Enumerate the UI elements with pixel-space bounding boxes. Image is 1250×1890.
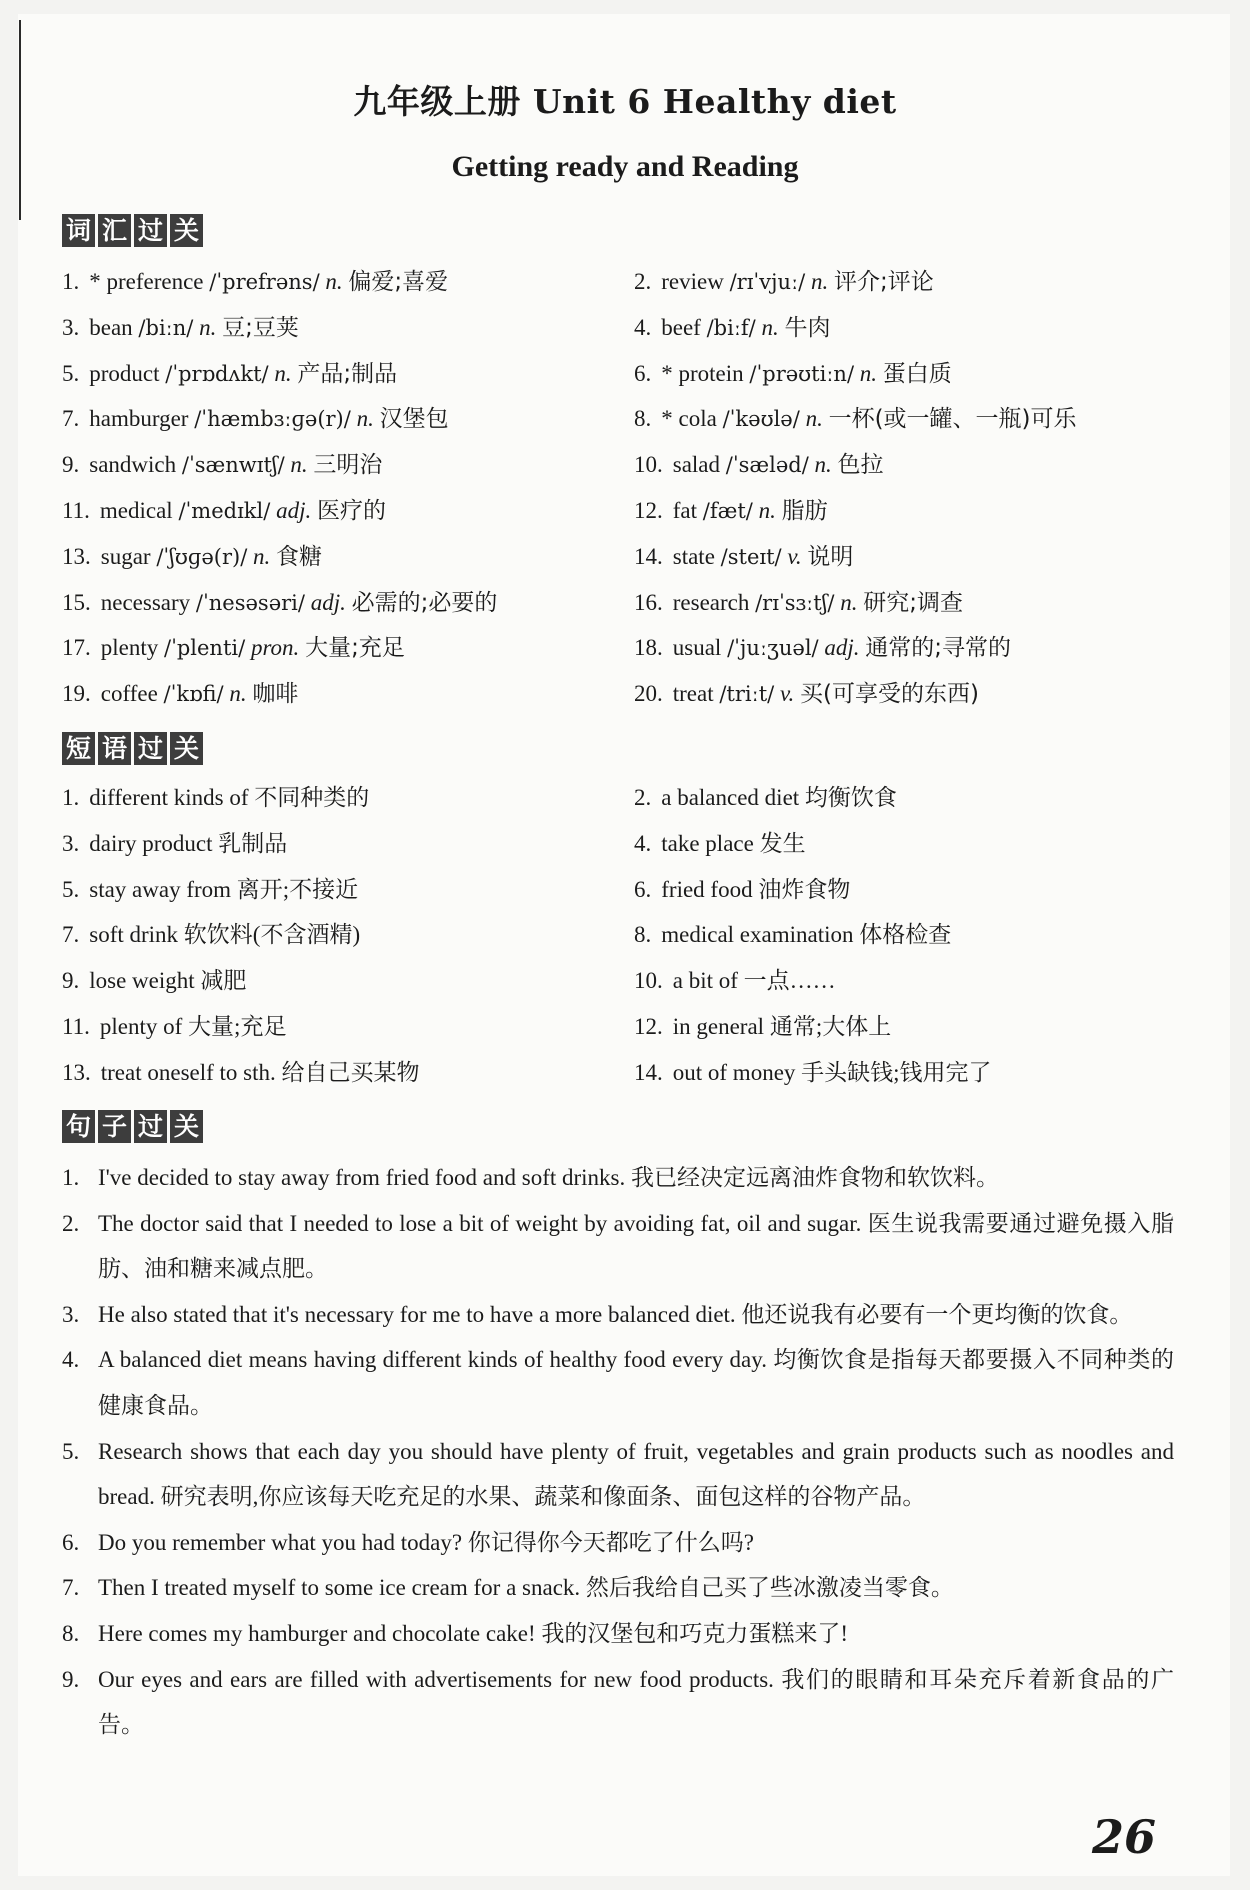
heading-char: 关 xyxy=(170,1110,203,1143)
item-number: 5. xyxy=(62,360,80,386)
vocab-word: product xyxy=(89,360,160,386)
vocab-part-of-speech: n. xyxy=(758,497,776,523)
sentence-item xyxy=(62,1611,1174,1657)
phrase-text: in general 通常;大体上 xyxy=(672,1013,892,1039)
page-title: 九年级上册 Unit 6 Healthy diet xyxy=(353,82,897,121)
vocab-part-of-speech: n. xyxy=(199,314,217,340)
sentence-text: Here comes my hamburger and chocolate cake! 我的汉堡包和巧克力蛋糕来了! xyxy=(98,1620,849,1646)
item-number: 1. xyxy=(62,785,80,810)
vocab-part-of-speech: n. xyxy=(290,452,308,478)
phrase-text: treat oneself to sth. 给自己买某物 xyxy=(100,1059,420,1085)
vocab-meaning: 牛肉 xyxy=(784,314,831,341)
phrase-item xyxy=(634,958,1182,1004)
item-number: 9. xyxy=(62,452,80,478)
vocab-part-of-speech: v. xyxy=(787,543,802,569)
vocab-part-of-speech: n. xyxy=(859,360,878,386)
vocab-phonetic: /ˈkɒfi/ xyxy=(163,682,224,707)
heading-char: 过 xyxy=(134,1110,167,1143)
vocab-word: treat xyxy=(672,681,714,707)
item-number: 8. xyxy=(62,1620,80,1646)
vocab-list xyxy=(62,259,1182,717)
vocab-item xyxy=(62,671,634,717)
item-number: 6. xyxy=(634,876,652,902)
vocab-item xyxy=(62,442,634,488)
phrase-text: a bit of 一点…… xyxy=(672,968,836,994)
heading-char: 语 xyxy=(98,732,131,765)
item-number: 2. xyxy=(62,1210,80,1236)
sentence-text: Then I treated myself to some ice cream for a snack. 然后我给自己买了些冰激凌当零食。 xyxy=(98,1575,954,1601)
phrase-text: medical examination 体格检查 xyxy=(661,922,952,948)
phrase-text: out of money 手头缺钱;钱用完了 xyxy=(672,1059,992,1085)
item-number: 10. xyxy=(634,968,663,994)
page-number: 26 xyxy=(1092,1810,1157,1864)
vocab-phonetic: /ˈplenti/ xyxy=(164,636,246,661)
phrase-item xyxy=(62,775,634,821)
phrase-list xyxy=(62,775,1182,1096)
sentence-item xyxy=(62,1292,1174,1338)
sentence-text: Do you remember what you had today? 你记得你今天都吃了什么吗? xyxy=(98,1529,755,1555)
vocab-word: * cola xyxy=(661,406,717,432)
vocab-phonetic: /ˈprefrəns/ xyxy=(209,270,320,294)
vocab-phonetic: /fæt/ xyxy=(702,498,753,523)
vocab-part-of-speech: adj. xyxy=(310,589,346,615)
item-number: 19. xyxy=(62,681,91,707)
vocab-meaning: 三明治 xyxy=(313,452,383,479)
heading-char: 过 xyxy=(134,732,167,765)
vocab-word: state xyxy=(672,543,715,569)
item-number: 12. xyxy=(634,497,663,523)
vocab-word: beef xyxy=(661,314,701,340)
item-number: 13. xyxy=(62,1059,91,1085)
vocab-part-of-speech: n. xyxy=(356,406,374,432)
vocab-meaning: 蛋白质 xyxy=(882,360,952,387)
item-number: 8. xyxy=(634,922,652,948)
vocab-item xyxy=(62,396,634,442)
vocab-word: research xyxy=(672,589,750,615)
phrase-item xyxy=(62,1050,634,1096)
vocab-part-of-speech: adj. xyxy=(824,635,860,661)
item-number: 8. xyxy=(634,406,652,432)
item-number: 9. xyxy=(62,968,80,994)
phrase-text: fried food 油炸食物 xyxy=(661,876,851,902)
phrase-text: plenty of 大量;充足 xyxy=(99,1013,287,1039)
vocab-part-of-speech: n. xyxy=(229,681,247,707)
vocab-word: coffee xyxy=(100,681,158,707)
phrases-section-heading xyxy=(62,732,203,766)
vocab-part-of-speech: v. xyxy=(779,681,795,707)
vocab-meaning: 产品;制品 xyxy=(297,360,398,387)
vocab-word: * protein xyxy=(661,360,744,386)
phrase-item xyxy=(62,1004,634,1050)
phrase-item xyxy=(62,958,634,1004)
phrase-text: a balanced diet 均衡饮食 xyxy=(661,785,897,810)
vocab-meaning: 咖啡 xyxy=(252,681,299,708)
item-number: 16. xyxy=(634,589,663,615)
vocab-part-of-speech: n. xyxy=(840,589,858,615)
heading-char: 短 xyxy=(62,732,95,765)
vocab-phonetic: /biːn/ xyxy=(138,315,194,340)
item-number: 3. xyxy=(62,1301,80,1327)
item-number: 11. xyxy=(62,1013,90,1039)
item-number: 13. xyxy=(62,543,91,569)
phrase-item xyxy=(634,912,1182,958)
vocab-section-heading xyxy=(62,214,203,248)
vocab-part-of-speech: adj. xyxy=(276,497,312,523)
item-number: 3. xyxy=(62,314,80,340)
vocab-part-of-speech: n. xyxy=(761,314,779,340)
vocab-word: plenty xyxy=(100,635,159,661)
vocab-item xyxy=(634,488,1182,534)
phrase-text: lose weight 减肥 xyxy=(89,968,247,994)
heading-char: 汇 xyxy=(98,214,131,247)
phrase-item xyxy=(634,867,1182,913)
vocab-word: usual xyxy=(672,635,722,661)
vocab-meaning: 色拉 xyxy=(837,452,884,479)
vocab-meaning: 研究;调查 xyxy=(863,589,963,616)
phrase-item xyxy=(634,1050,1182,1096)
item-number: 6. xyxy=(62,1529,80,1555)
item-number: 14. xyxy=(634,543,663,569)
heading-char: 句 xyxy=(62,1110,95,1143)
vocab-meaning: 医疗的 xyxy=(316,497,386,524)
phrase-item xyxy=(634,1004,1182,1050)
vocab-word: * preference xyxy=(89,269,204,294)
heading-char: 词 xyxy=(62,214,95,247)
item-number: 3. xyxy=(62,830,80,856)
vocab-item xyxy=(634,305,1182,351)
vocab-part-of-speech: n. xyxy=(253,543,271,569)
vocab-phonetic: /ˈhæmbɜːɡə(r)/ xyxy=(194,407,351,432)
vocab-meaning: 一杯(或一罐、一瓶)可乐 xyxy=(828,406,1077,433)
vocab-phonetic: /ˈmedɪkl/ xyxy=(178,498,271,523)
vocab-phonetic: /rɪˈvjuː/ xyxy=(729,270,806,294)
item-number: 10. xyxy=(634,452,663,478)
item-number: 4. xyxy=(62,1347,80,1373)
vocab-item xyxy=(634,625,1182,671)
item-number: 7. xyxy=(62,1575,80,1601)
sentence-item xyxy=(62,1657,1174,1748)
vocab-word: sandwich xyxy=(89,452,177,478)
item-number: 15. xyxy=(62,589,91,615)
heading-char: 过 xyxy=(134,214,167,247)
phrase-item xyxy=(62,867,634,913)
vocab-meaning: 大量;充足 xyxy=(305,635,405,662)
vocab-meaning: 脂肪 xyxy=(781,497,828,524)
vocab-item xyxy=(62,488,634,534)
item-number: 4. xyxy=(634,314,652,340)
sentence-text: A balanced diet means having different kinds of healthy food every day. 均衡饮食是指每天都要摄入不同种类的健康食品。 xyxy=(98,1347,1174,1418)
vocab-word: medical xyxy=(99,497,173,523)
vocab-word: sugar xyxy=(100,543,151,569)
phrase-text: dairy product 乳制品 xyxy=(89,830,288,856)
heading-char: 子 xyxy=(98,1110,131,1143)
sentence-text: Our eyes and ears are filled with advertisements for new food products. 我们的眼睛和耳朵充斥着新食品的广告。 xyxy=(98,1666,1174,1738)
vocab-meaning: 食糖 xyxy=(276,543,323,570)
phrase-item xyxy=(62,821,634,867)
vocab-part-of-speech: n. xyxy=(325,269,343,294)
vocab-phonetic: /ˈnesəsəri/ xyxy=(195,590,305,615)
item-number: 7. xyxy=(62,406,80,432)
vocab-word: hamburger xyxy=(89,406,189,432)
sentences-section-heading xyxy=(62,1110,203,1144)
item-number: 20. xyxy=(634,681,663,707)
phrase-text: stay away from 离开;不接近 xyxy=(89,876,359,902)
vocab-meaning: 通常的;寻常的 xyxy=(865,635,1012,662)
sentence-text: The doctor said that I needed to lose a bit of weight by avoiding fat, oil and sugar. 医生说我需要通过避免摄入脂肪、油和糖来减点肥。 xyxy=(98,1210,1174,1282)
phrase-item xyxy=(634,775,1182,821)
item-number: 5. xyxy=(62,876,80,902)
vocab-phonetic: /ˈjuːʒuəl/ xyxy=(727,636,819,661)
sentence-item xyxy=(62,1155,1174,1201)
vocab-phonetic: /ˈkəʊlə/ xyxy=(722,407,800,432)
item-number: 18. xyxy=(634,635,663,661)
sentence-text: I've decided to stay away from fried food and soft drinks. 我已经决定远离油炸食物和软饮料。 xyxy=(98,1165,999,1190)
vocab-item xyxy=(62,259,634,305)
vocab-part-of-speech: n. xyxy=(805,406,823,432)
sentence-text: He also stated that it's necessary for me to have a more balanced diet. 他还说我有必要有一个更均衡的饮食。 xyxy=(98,1301,1133,1327)
item-number: 17. xyxy=(62,635,91,661)
vocab-item xyxy=(634,671,1182,717)
vocab-word: review xyxy=(661,269,724,294)
vocab-meaning: 说明 xyxy=(807,543,854,570)
vocab-word: bean xyxy=(89,314,133,340)
item-number: 4. xyxy=(634,830,652,856)
vocab-word: salad xyxy=(672,452,721,478)
sentence-item xyxy=(62,1520,1174,1566)
phrase-item xyxy=(634,821,1182,867)
vocab-part-of-speech: n. xyxy=(274,360,292,386)
vocab-part-of-speech: pron. xyxy=(250,635,300,661)
vocab-item xyxy=(634,396,1182,442)
vocab-phonetic: /ˈsænwɪtʃ/ xyxy=(181,453,285,478)
sentence-item xyxy=(62,1565,1174,1611)
vocab-meaning: 豆;豆荚 xyxy=(222,314,299,341)
vocab-item xyxy=(634,351,1182,397)
item-number: 1. xyxy=(62,1165,80,1190)
sentence-item xyxy=(62,1201,1174,1292)
vocab-item xyxy=(634,534,1182,580)
item-number: 12. xyxy=(634,1013,663,1039)
sentence-item xyxy=(62,1337,1174,1428)
vocab-item xyxy=(62,580,634,626)
item-number: 2. xyxy=(634,785,652,810)
vocab-item xyxy=(634,442,1182,488)
vocab-part-of-speech: n. xyxy=(814,452,832,478)
vocab-phonetic: /ˈprɒdʌkt/ xyxy=(165,361,269,386)
vocab-meaning: 评介;评论 xyxy=(833,269,934,295)
vocab-item xyxy=(62,351,634,397)
vocab-meaning: 买(可享受的东西) xyxy=(799,681,979,708)
vocab-word: necessary xyxy=(100,589,191,615)
item-number: 2. xyxy=(634,269,652,294)
vocab-item xyxy=(634,259,1182,305)
vocab-phonetic: /ˈʃʊɡə(r)/ xyxy=(156,544,248,569)
heading-char: 关 xyxy=(170,732,203,765)
phrase-item xyxy=(62,912,634,958)
phrase-text: soft drink 软饮料(不含酒精) xyxy=(89,922,361,948)
heading-char: 关 xyxy=(170,214,203,247)
item-number: 11. xyxy=(62,497,90,523)
sentence-text: Research shows that each day you should have plenty of fruit, vegetables and grain products such as noodles and bread. 研究表明,你应该每天吃充足的水果、蔬菜和像面条、面包这样的谷物产品。 xyxy=(98,1438,1174,1510)
sentence-item xyxy=(62,1429,1174,1520)
vocab-phonetic: /biːf/ xyxy=(706,315,756,340)
vocab-item xyxy=(62,534,634,580)
vocab-meaning: 必需的;必要的 xyxy=(351,589,498,616)
vocab-item xyxy=(62,625,634,671)
vocab-part-of-speech: n. xyxy=(810,269,829,294)
vocab-word: fat xyxy=(672,497,698,523)
item-number: 7. xyxy=(62,922,80,948)
vocab-phonetic: /steɪt/ xyxy=(720,544,782,569)
page-subtitle: Getting ready and Reading xyxy=(451,150,799,183)
vocab-item xyxy=(62,305,634,351)
vocab-item xyxy=(634,580,1182,626)
phrase-text: different kinds of 不同种类的 xyxy=(89,785,370,810)
item-number: 6. xyxy=(634,360,652,386)
vocab-meaning: 汉堡包 xyxy=(379,406,449,433)
phrase-text: take place 发生 xyxy=(661,830,806,856)
vocab-phonetic: /triːt/ xyxy=(719,682,775,707)
vocab-phonetic: /ˈprəʊtiːn/ xyxy=(749,361,855,386)
item-number: 1. xyxy=(62,269,80,294)
vocab-phonetic: /ˈsæləd/ xyxy=(725,453,809,478)
sentence-list xyxy=(62,1155,1174,1748)
item-number: 9. xyxy=(62,1666,80,1692)
vocab-meaning: 偏爱;喜爱 xyxy=(348,269,449,295)
vocab-phonetic: /rɪˈsɜːtʃ/ xyxy=(755,590,835,615)
item-number: 5. xyxy=(62,1438,80,1464)
item-number: 14. xyxy=(634,1059,663,1085)
